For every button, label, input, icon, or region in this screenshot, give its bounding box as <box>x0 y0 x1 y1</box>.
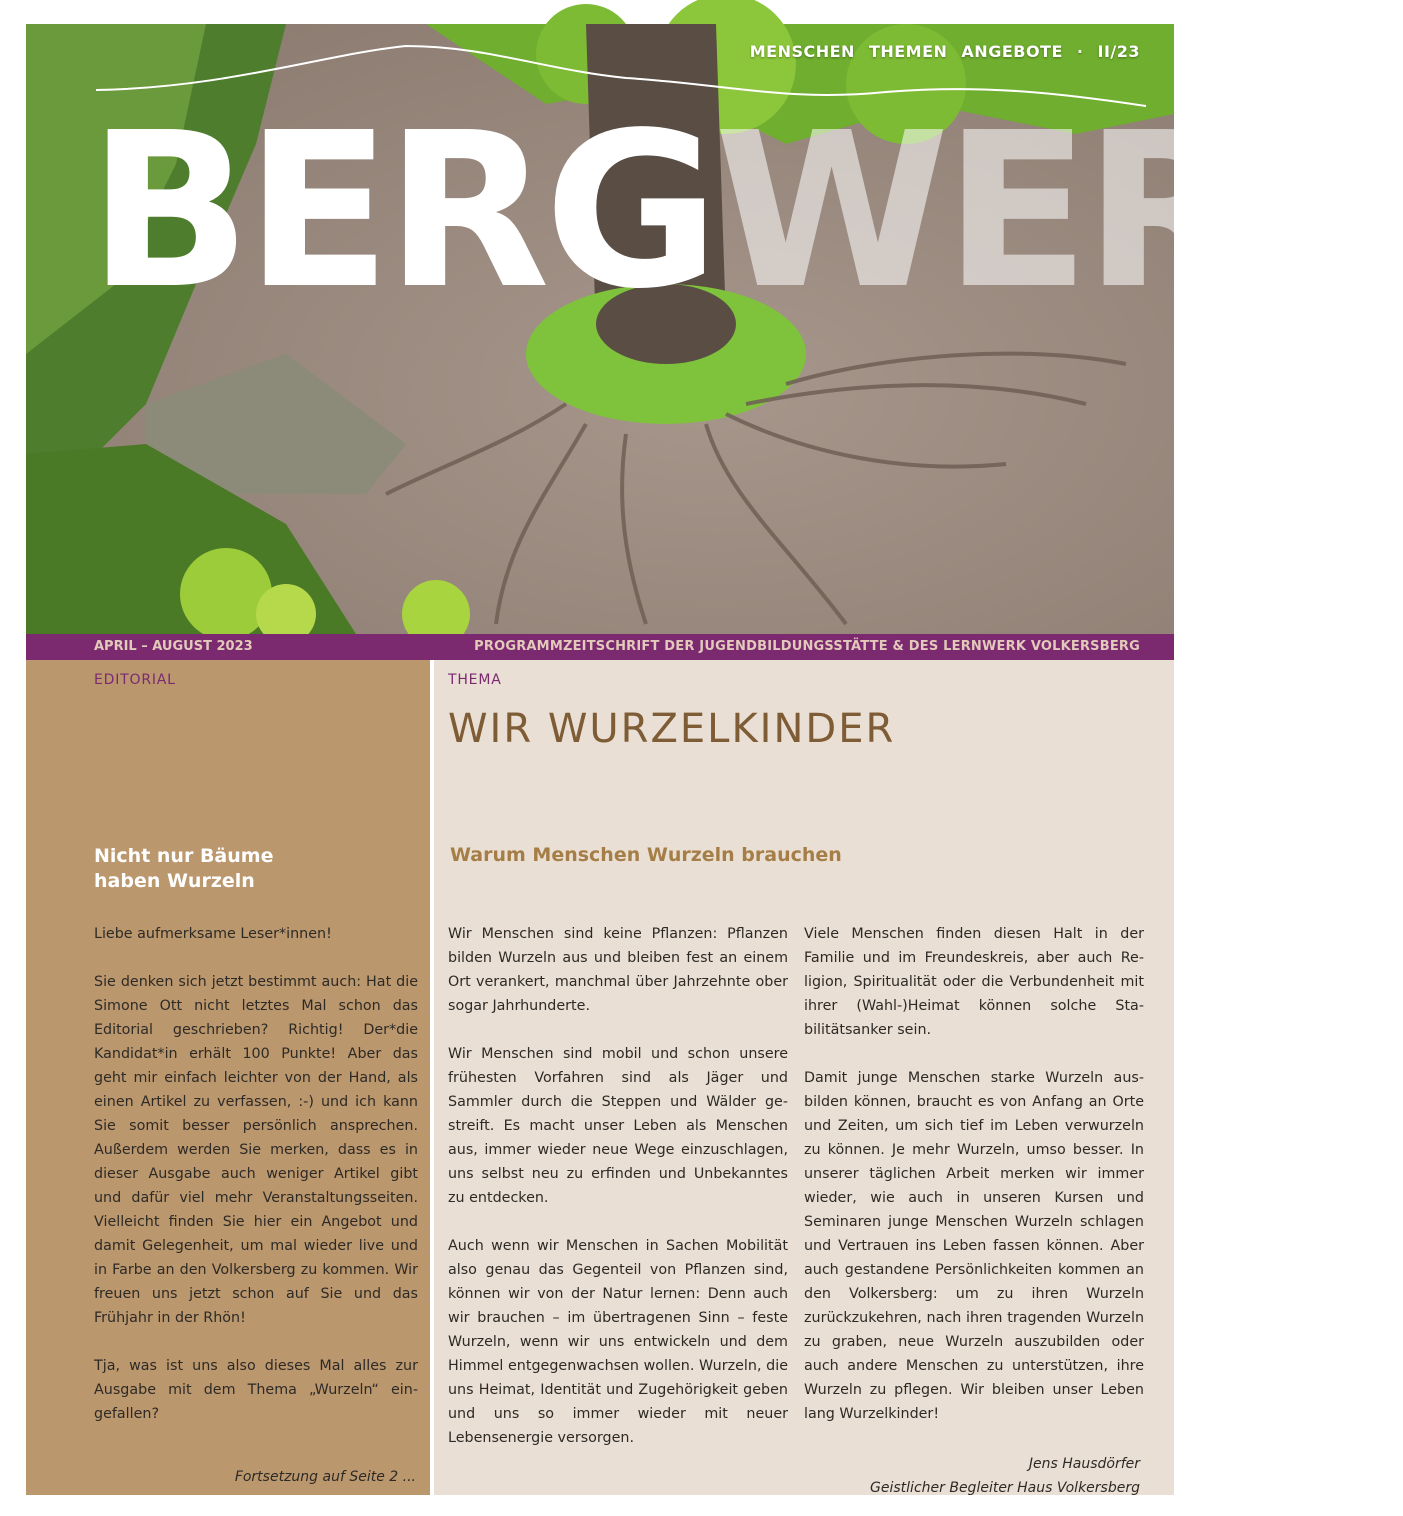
article-paragraph: Wir Menschen sind keine Pflanzen: Pflanzen bilden Wurzeln aus und bleiben fest an einem Ort verankert, manchmal über Jahrzehnte ober sogar Jahrhunderte. <box>448 926 788 1014</box>
masthead-berg: BERG <box>88 87 714 336</box>
publication-subtitle: PROGRAMMZEITSCHRIFT DER JUGENDBILDUNGSSTÄTTE & DES LERNWERK VOLKERSBERG <box>474 639 1140 654</box>
editorial-title-line2: haben Wurzeln <box>94 870 255 892</box>
editorial-title <box>94 844 394 894</box>
masthead-title <box>88 87 1403 336</box>
editorial-body <box>94 922 418 1450</box>
date-band <box>26 634 1174 660</box>
author-signature <box>870 1452 1140 1500</box>
author-name: Jens Hausdörfer <box>1028 1456 1140 1472</box>
theme-section <box>434 660 1174 1495</box>
theme-subtitle: Warum Menschen Wurzeln brauchen <box>450 844 842 866</box>
theme-title: WIR WURZELKINDER <box>448 706 896 752</box>
nav-item-angebote[interactable]: ANGEBOTE <box>961 42 1063 61</box>
cover-photo <box>26 24 1403 634</box>
nav-separator: · <box>1076 42 1084 61</box>
article-paragraph: Wir Menschen sind mobil und schon unsere frühesten Vorfahren sind als Jäger und Sammler durch die Steppen und Wälder gestreift. Es macht unser Leben als Menschen aus, immer wieder neue Wege einzuschlagen, uns selbst neu zu erfinden und Unbekanntes zu entdecken. <box>448 1046 788 1206</box>
issue-period: APRIL – AUGUST 2023 <box>94 639 253 654</box>
editorial-paragraph: Sie denken sich jetzt bestimmt auch: Hat die Simone Ott nicht letztes Mal schon das Editorial geschrieben? Richtig! Der*die Kandidat*in erhält 100 Punkte! Aber das geht mir einfach leichter von der Hand, als einen Artikel zu verfassen, :-) und ich kann Sie somit besser persönlich ansprechen. Außerdem werden Sie merken, dass es in dieser Ausgabe auch weniger Artikel gibt und dafür viel mehr Veranstaltungsseiten. Vielleicht finden Sie hier ein Angebot und damit Gelegenheit, um mal wieder live und in Farbe an den Volkersberg zu kommen. Wir freuen uns jetzt schon auf Sie und das Frühjahr in der Rhön! <box>94 974 418 1326</box>
article-paragraph: Viele Menschen finden diesen Halt in der Familie und im Freundeskreis, aber auch Religion, Spiritualität oder die Verbundenheit mit ihrer (Wahl-)Heimat können solche Stabilitätsanker sein. <box>804 926 1144 1038</box>
theme-label: THEMA <box>448 672 502 688</box>
top-navigation <box>750 42 1140 61</box>
editorial-column <box>26 660 430 1495</box>
continuation-note[interactable]: Fortsetzung auf Seite 2 ... <box>234 1469 416 1485</box>
issue-number: II/23 <box>1097 42 1140 61</box>
article-column-2 <box>804 922 1144 1450</box>
editorial-paragraph: Tja, was ist uns also dieses Mal alles zur Ausgabe mit dem Thema „Wurzeln“ eingefallen? <box>94 1358 418 1422</box>
editorial-label: EDITORIAL <box>94 672 176 688</box>
article-paragraph: Auch wenn wir Menschen in Sachen Mobilität also genau das Gegenteil von Pflanzen sind, können wir von der Natur lernen: Denn auch wir brauchen – im übertragenen Sinn – feste Wurzeln, wenn wir uns entwickeln und dem Himmel entgegenwachsen wollen. Wurzeln, die uns Heimat, Identität und Zugehörigkeit geben und uns so immer wieder mit neuer Lebensenergie versorgen. <box>448 1238 788 1446</box>
editorial-paragraph: Liebe aufmerksame Leser*innen! <box>94 926 332 942</box>
author-role: Geistlicher Begleiter Haus Volkersberg <box>870 1480 1140 1496</box>
editorial-title-line1: Nicht nur Bäume <box>94 845 274 867</box>
article-column-1 <box>448 922 788 1474</box>
masthead-werk: WERK <box>713 87 1403 336</box>
nav-item-menschen[interactable]: MENSCHEN <box>749 42 855 61</box>
magazine-cover <box>26 24 1403 1496</box>
nav-item-themen[interactable]: THEMEN <box>868 42 948 61</box>
article-paragraph: Damit junge Menschen starke Wurzeln ausbilden können, braucht es von Anfang an Orte und Zeiten, um sich tief im Leben verwurzeln zu können. Je mehr Wurzeln, umso besser. In unserer täglichen Arbeit merken wir immer wieder, wie auch in unseren Kursen und Seminaren junge Menschen Wurzeln schlagen und Vertrauen ins Leben fassen können. Aber auch gestandene Persönlichkeiten kommen an den Volkersberg: um zu ihren Wurzeln zurückzukehren, nach ihren tragenden Wurzeln zu graben, neue Wurzeln auszubilden oder auch andere Menschen zu unterstützen, ihre Wurzeln zu pflegen. Wir bleiben unser Leben lang Wurzelkinder! <box>804 1070 1144 1422</box>
